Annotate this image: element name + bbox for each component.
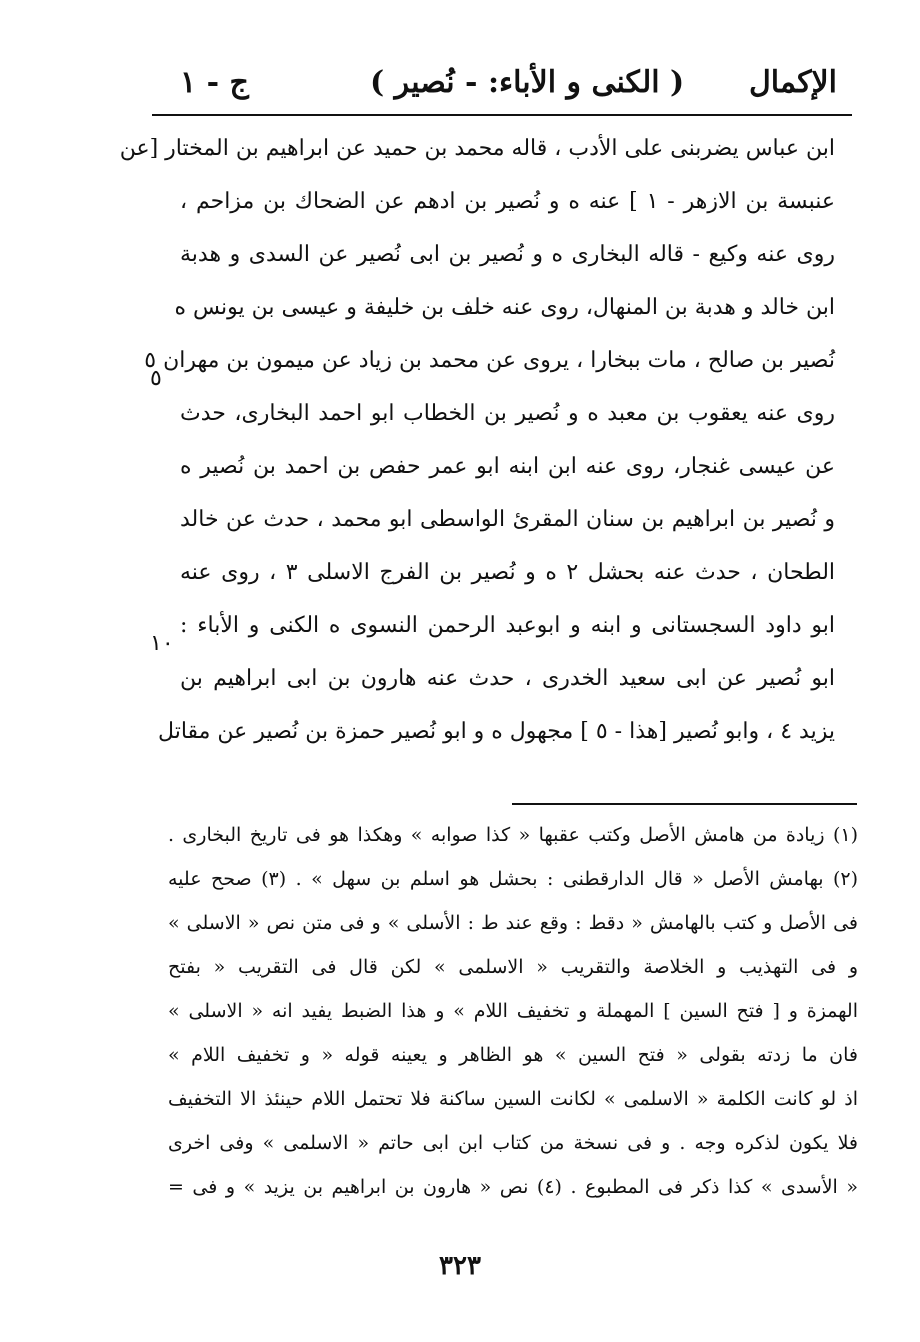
footnote-line: (٢) بهامش الأصل « قال الدارقطنى : بحشل هو اسلم بن سهل » . (٣) صحح عليه [168, 868, 859, 890]
text-line: ابن عباس يضربنى على الأدب ، قاله محمد بن حميد عن ابراهيم بن المختار [عن [119, 136, 835, 161]
footnote-line: فان ما زدته بقولى « فتح السين » هو الظاهر و يعينه قوله « و تخفيف اللام » [168, 1044, 858, 1066]
line-number-5: ٥ [150, 366, 162, 391]
footnote-line: فلا يكون لذكره وجه . و فى نسخة من كتاب ابن ابى حاتم « الاسلمى » وفى اخرى [168, 1132, 858, 1154]
text-line: نُصير بن صالح ، مات ببخارا ، يروى عن محمد بن زياد عن ميمون بن مهران ٥ [144, 348, 835, 373]
text-line: ابو نُصير عن ابى سعيد الخدرى ، حدث عنه هارون بن ابى ابراهيم بن [180, 666, 835, 691]
text-line: ابن خالد و هدبة بن المنهال، روى عنه خلف بن خليفة و عيسى بن يونس ه [174, 295, 835, 320]
footnote-line: الهمزة و [ فتح السين ] المهملة و تخفيف اللام » و هذا الضبط يفيد انه « الاسلى » [168, 1000, 858, 1022]
running-header [150, 55, 855, 111]
footnote-line: فى الأصل و كتب بالهامش « دقط : وقع عند ط : الأسلى » و فى متن نص « الاسلى » [168, 912, 858, 934]
text-line: عنبسة بن الازهر - ١ ] عنه ه و نُصير بن ادهم عن الضحاك بن مزاحم ، [180, 189, 836, 214]
book-title: الإكمال [748, 65, 837, 100]
text-line: و نُصير بن ابراهيم بن سنان المقرئ الواسطى ابو محمد ، حدث عن خالد [180, 507, 835, 532]
header-rule [152, 114, 852, 116]
volume-label: ج - ١ [180, 65, 249, 100]
section-title: ( الكنى و الأباء: - نُصير ) [370, 65, 685, 100]
footnote-line: « الأسدى » كذا ذكر فى المطبوع . (٤) نص « هارون بن ابراهيم بن يزيد » و فى = [168, 1176, 858, 1198]
line-number-10: ١٠ [150, 631, 174, 656]
footnote-line: اذ لو كانت الكلمة « الاسلمى » لكانت السين ساكنة فلا تحتمل اللام حينئذ الا التخفيف [168, 1088, 858, 1110]
page-number: ٣٢٣ [439, 1251, 481, 1281]
text-line: الطحان ، حدث عنه بحشل ٢ ه و نُصير بن الفرج الاسلى ٣ ، روى عنه [180, 560, 836, 585]
footnote-line: و فى التهذيب و الخلاصة والتقريب « الاسلمى » لكن قال فى التقريب « بفتح [168, 956, 858, 978]
text-line: روى عنه يعقوب بن معبد ه و نُصير بن الخطاب ابو احمد البخارى، حدث [180, 401, 835, 426]
footnote-rule [512, 803, 857, 805]
footnote-line: (١) زيادة من هامش الأصل وكتب عقبها « كذا صوابه » وهكذا هو فى تاريخ البخارى . [168, 824, 858, 846]
footnotes [168, 813, 858, 1209]
text-line: عن عيسى غنجار، روى عنه ابن ابنه ابو عمر حفص بن احمد بن نُصير ه [180, 454, 835, 479]
text-line: يزيد ٤ ، وابو نُصير [هذا - ٥ ] مجهول ه و ابو نُصير حمزة بن نُصير عن مقاتل [158, 719, 835, 744]
text-line: روى عنه وكيع - قاله البخارى ه و نُصير بن ابى نُصير عن السدى و هدبة [180, 242, 835, 267]
text-line: ابو داود السجستانى و ابنه و ابوعبد الرحمن النسوى ه الكنى و الأباء : [180, 613, 835, 638]
